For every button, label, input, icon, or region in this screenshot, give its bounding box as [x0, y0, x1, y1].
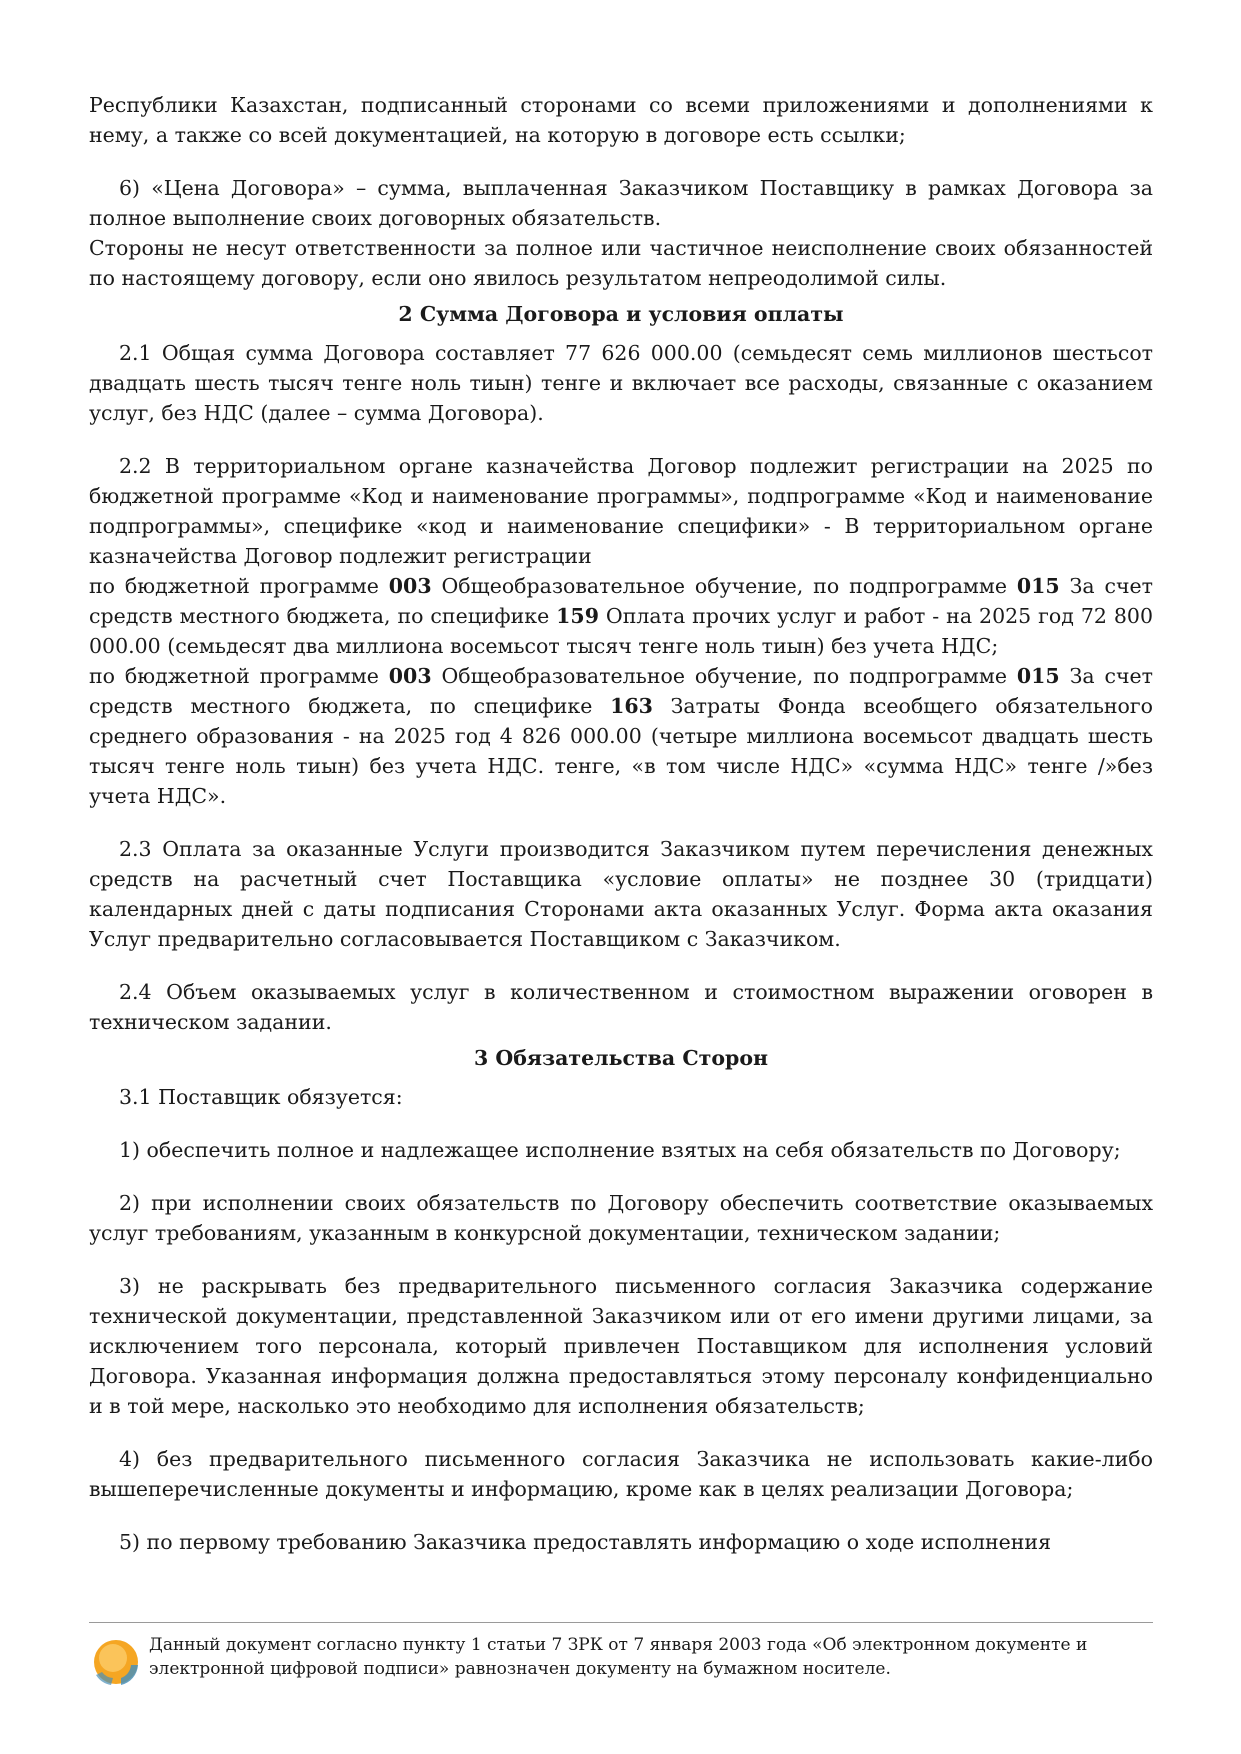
paragraph-2-2-program-159: по бюджетной программе 003 Общеобразовательное обучение, по подпрограмме 015 За счет средств местного бюджета, по специфике 159 Оплата прочих услуг и работ - на 2025 год 72 800 000.00 (семьдесят два миллиона восемьсот тысяч тенге ноль тиын) без учета НДС; — [89, 574, 1153, 658]
paragraph-contract-price: 6) «Цена Договора» – сумма, выплаченная Заказчиком Поставщику в рамках Договора за полное выполнение своих договорных обязательств. — [89, 176, 1153, 230]
paragraph-3-1: 3.1 Поставщик обязуется: — [119, 1085, 403, 1109]
footer-legal-note — [149, 1633, 1149, 1681]
section-heading-3: 3 Обязательства Сторон — [473, 1046, 769, 1070]
obligation-item-1: 1) обеспечить полное и надлежащее исполнение взятых на себя обязательств по Договору; — [119, 1138, 1121, 1162]
section-heading-2: 2 Сумма Договора и условия оплаты — [398, 302, 844, 326]
footer-line-2: электронной цифровой подписи» равнозначен документу на бумажном носителе. — [149, 1659, 891, 1679]
paragraph-2-1: 2.1 Общая сумма Договора составляет 77 626 000.00 (семьдесят семь миллионов шестьсот двадцать шесть тысяч тенге ноль тиын) тенге и включает все расходы, связанные с оказанием услуг, без НДС (далее – сумма Договора). — [89, 341, 1153, 425]
paragraph-force-majeure: Стороны не несут ответственности за полное или частичное неисполнение своих обязанностей по настоящему договору, если оно явилось результатом непреодолимой силы. — [89, 236, 1153, 290]
document-page — [89, 90, 1153, 1557]
footer-line-1: Данный документ согласно пункту 1 статьи 7 ЗРК от 7 января 2003 года «Об электронном документе и — [149, 1635, 1088, 1655]
obligation-item-3: 3) не раскрывать без предварительного письменного согласия Заказчика содержание технической документации, представленной Заказчиком или от его имени другими лицами, за исключением того персонала, который привлечен Поставщиком для исполнения условий Договора. Указанная информация должна предоставляться этому персоналу конфиденциально и в той мере, насколько это необходимо для исполнения обязательств; — [89, 1274, 1153, 1418]
paragraph-2-2-program-163: по бюджетной программе 003 Общеобразовательное обучение, по подпрограмме 015 За счет средств местного бюджета, по специфике 163 Затраты Фонда всеобщего обязательного среднего образования - на 2025 год 4 826 000.00 (четыре миллиона восемьсот двадцать шесть тысяч тенге ноль тиын) без учета НДС. тенге, «в том числе НДС» «сумма НДС» тенге /»без учета НДС». — [89, 664, 1153, 808]
paragraph-2-4: 2.4 Объем оказываемых услуг в количественном и стоимостном выражении оговорен в техническом задании. — [89, 980, 1153, 1034]
page-footer — [89, 1622, 1153, 1699]
obligation-item-2: 2) при исполнении своих обязательств по Договору обеспечить соответствие оказываемых услуг требованиям, указанным в конкурсной документации, техническом задании; — [89, 1191, 1153, 1245]
e-gov-sun-logo-icon — [91, 1637, 141, 1687]
paragraph-2-2: 2.2 В территориальном органе казначейства Договор подлежит регистрации на 2025 по бюджетной программе «Код и наименование программы», подпрограмме «Код и наименование подпрограммы», специфике «код и наименование специфики» - В территориальном органе казначейства Договор подлежит регистрации — [89, 454, 1153, 568]
obligation-item-5: 5) по первому требованию Заказчика предоставлять информацию о ходе исполнения — [119, 1530, 1052, 1554]
obligation-item-4: 4) без предварительного письменного согласия Заказчика не использовать какие-либо вышеперечисленные документы и информацию, кроме как в целях реализации Договора; — [89, 1447, 1153, 1501]
paragraph-2-3: 2.3 Оплата за оказанные Услуги производится Заказчиком путем перечисления денежных средств на расчетный счет Поставщика «условие оплаты» не позднее 30 (тридцати) календарных дней с даты подписания Сторонами акта оказанных Услуг. Форма акта оказания Услуг предварительно согласовывается Поставщиком с Заказчиком. — [89, 837, 1153, 951]
paragraph-intro: Республики Казахстан, подписанный сторонами со всеми приложениями и дополнениями к нему, а также со всей документацией, на которую в договоре есть ссылки; — [89, 93, 1153, 147]
